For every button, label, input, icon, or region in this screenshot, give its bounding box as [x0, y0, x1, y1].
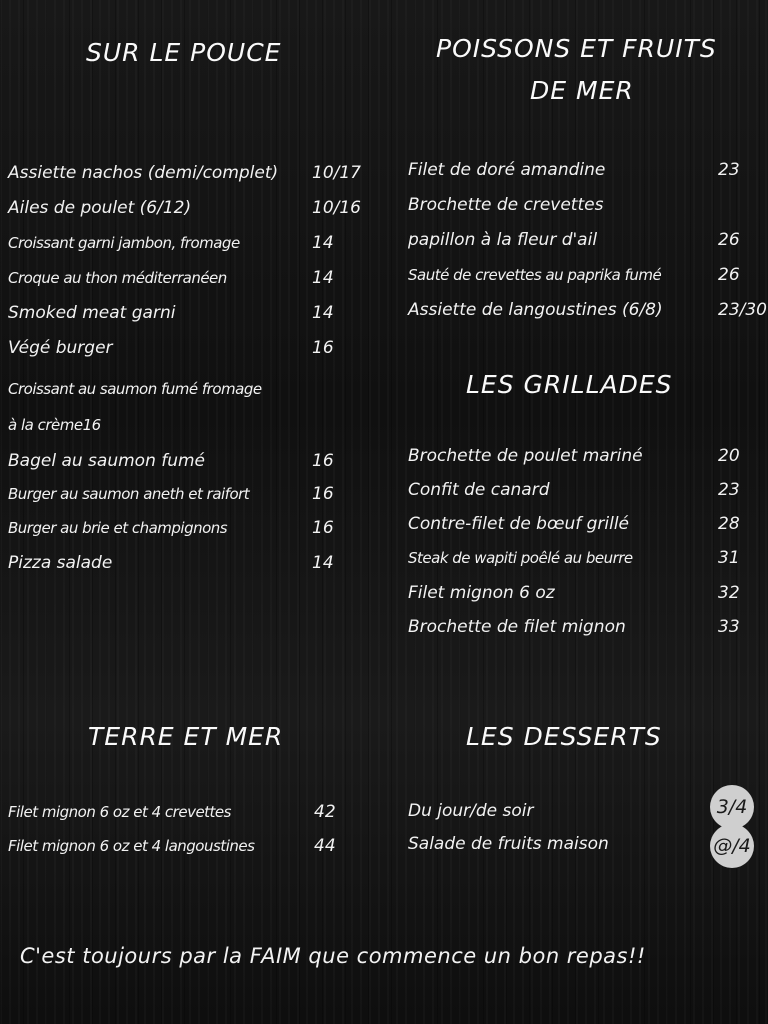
item-price: 23/30: [718, 300, 767, 320]
section-title-poissons-line1: POISSONS ET FRUITS: [436, 34, 717, 63]
item-name: Burger au brie et champignons: [8, 519, 228, 537]
slogan: C'est toujours par la FAIM que commence un bon repas!!: [20, 944, 646, 968]
menu-item: [408, 190, 768, 220]
section-title-sur-le-pouce: SUR LE POUCE: [86, 38, 282, 67]
menu-item: [8, 298, 378, 328]
item-price: 14: [312, 233, 334, 253]
menu-item-continuation: [408, 225, 768, 255]
menu-item: [408, 475, 768, 505]
item-name: Brochette de poulet mariné: [408, 446, 643, 466]
menu-item: [408, 441, 768, 471]
menu-item: [408, 155, 768, 185]
item-price: 16: [312, 451, 334, 471]
price-badge: @/4: [710, 824, 754, 868]
item-price: 16: [312, 338, 334, 358]
menu-item: [408, 509, 768, 539]
menu-item: [8, 263, 378, 293]
item-name: à la crème16: [8, 416, 101, 434]
section-title-poissons-line2: DE MER: [530, 76, 634, 105]
section-title-les-desserts: LES DESSERTS: [466, 722, 662, 751]
menu-item: [8, 158, 378, 188]
menu-item: [8, 831, 378, 861]
menu-item: [8, 513, 378, 543]
item-name: Assiette nachos (demi/complet): [8, 163, 279, 183]
menu-item: [8, 374, 378, 404]
item-name: Pizza salade: [8, 553, 113, 573]
item-name: Filet mignon 6 oz: [408, 583, 555, 603]
item-price: 31: [718, 548, 740, 568]
item-price: 23: [718, 160, 740, 180]
menu-item: [8, 797, 378, 827]
item-price: 16: [312, 518, 334, 538]
item-price: 44: [314, 836, 336, 856]
item-name: Végé burger: [8, 338, 113, 358]
item-price: 33: [718, 617, 740, 637]
price-badge: 3/4: [710, 785, 754, 829]
item-price: 10/17: [312, 163, 361, 183]
item-price: 28: [718, 514, 740, 534]
item-price: 10/16: [312, 198, 361, 218]
item-price: 14: [312, 303, 334, 323]
item-name: Smoked meat garni: [8, 303, 176, 323]
item-name: Croissant au saumon fumé fromage: [8, 380, 262, 398]
menu-item: [408, 578, 768, 608]
item-price: 20: [718, 446, 740, 466]
item-name: Du jour/de soir: [408, 801, 534, 821]
item-name: Sauté de crevettes au paprika fumé: [408, 266, 662, 284]
item-name: Assiette de langoustines (6/8): [408, 300, 663, 320]
item-name: Filet mignon 6 oz et 4 crevettes: [8, 803, 231, 821]
menu-item: [8, 228, 378, 258]
item-name: Bagel au saumon fumé: [8, 451, 206, 471]
item-price: 23: [718, 480, 740, 500]
menu-item: [8, 333, 378, 363]
item-name: papillon à la fleur d'ail: [408, 230, 598, 250]
menu-item-continuation: [8, 410, 378, 440]
item-name: Burger au saumon aneth et raifort: [8, 485, 250, 503]
section-title-les-grillades: LES GRILLADES: [466, 370, 673, 399]
menu-item: [408, 295, 768, 325]
item-price: 14: [312, 553, 334, 573]
item-name: Steak de wapiti poêlé au beurre: [408, 549, 633, 567]
item-name: Filet de doré amandine: [408, 160, 606, 180]
item-name: Confit de canard: [408, 480, 550, 500]
item-price: 16: [312, 484, 334, 504]
item-name: Brochette de filet mignon: [408, 617, 626, 637]
menu-item: [408, 612, 768, 642]
item-name: Salade de fruits maison: [408, 834, 609, 854]
item-price: 32: [718, 583, 740, 603]
menu-item: [408, 543, 768, 573]
menu-item: [8, 479, 378, 509]
item-price: 26: [718, 230, 740, 250]
menu-item: [8, 446, 378, 476]
menu-item: [8, 548, 378, 578]
item-name: Filet mignon 6 oz et 4 langoustines: [8, 837, 255, 855]
item-name: Croissant garni jambon, fromage: [8, 234, 240, 252]
item-name: Croque au thon méditerranéen: [8, 269, 227, 287]
menu-item: [8, 193, 378, 223]
item-name: Contre-filet de bœuf grillé: [408, 514, 630, 534]
item-price: 14: [312, 268, 334, 288]
section-title-terre-et-mer: TERRE ET MER: [88, 722, 284, 751]
item-price: 26: [718, 265, 740, 285]
item-name: Ailes de poulet (6/12): [8, 198, 192, 218]
item-price: 42: [314, 802, 336, 822]
item-name: Brochette de crevettes: [408, 195, 604, 215]
menu-item: [408, 260, 768, 290]
